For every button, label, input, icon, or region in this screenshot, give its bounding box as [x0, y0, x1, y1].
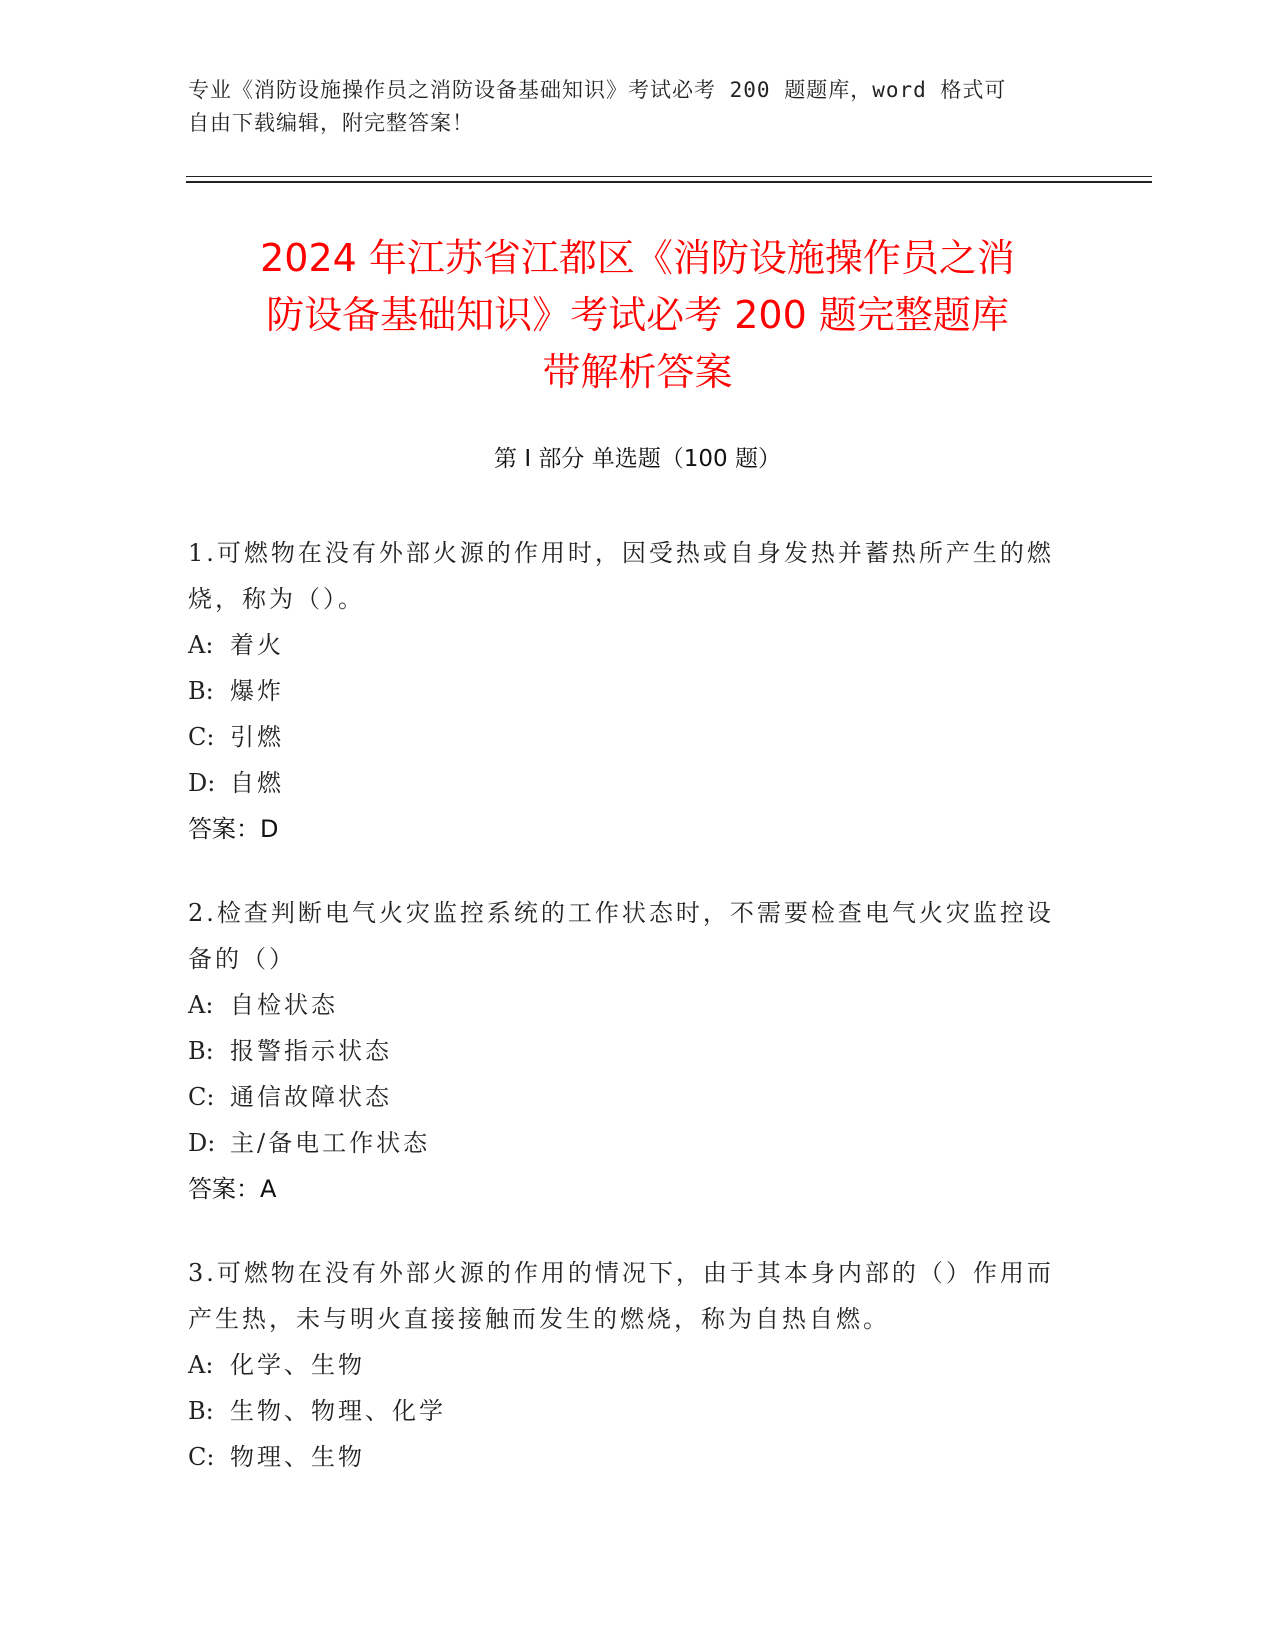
option-c [188, 1434, 1068, 1480]
option-text: 引燃 [230, 723, 284, 751]
document-title [180, 230, 1095, 401]
question-1 [188, 530, 1068, 852]
option-letter: A: [188, 1351, 214, 1379]
option-b [188, 668, 1068, 714]
header-divider-thin [186, 176, 1152, 177]
option-letter: C: [188, 1083, 215, 1111]
question-text: 2.检查判断电气火灾监控系统的工作状态时，不需要检查电气火灾监控设备的（） [188, 899, 1054, 973]
option-text: 自检状态 [230, 991, 338, 1019]
question-text: 3.可燃物在没有外部火源的作用的情况下，由于其本身内部的（）作用而产生热，未与明火直接接触而发生的燃烧，称为自热自燃。 [188, 1259, 1054, 1333]
question-list [188, 530, 1068, 1518]
section-title: 第 I 部分 单选题（100 题） [494, 446, 781, 472]
answer-label: 答案：A [188, 1175, 277, 1203]
question-text: 1.可燃物在没有外部火源的作用时，因受热或自身发热并蓄热所产生的燃烧，称为（）。 [188, 539, 1054, 613]
option-letter: C: [188, 1443, 215, 1471]
option-text: 爆炸 [230, 677, 284, 705]
option-letter: C: [188, 723, 215, 751]
option-letter: D: [188, 1129, 216, 1157]
option-d [188, 760, 1068, 806]
title-line-2: 防设备基础知识》考试必考 200 题完整题库 [266, 293, 1009, 337]
option-b [188, 1388, 1068, 1434]
header-line-1: 专业《消防设施操作员之消防设备基础知识》考试必考 200 题题库，word 格式可 [188, 78, 1007, 102]
option-text: 通信故障状态 [230, 1083, 392, 1111]
title-line-1: 2024 年江苏省江都区《消防设施操作员之消 [260, 236, 1015, 280]
option-a [188, 622, 1068, 668]
option-text: 自燃 [230, 769, 284, 797]
option-letter: B: [188, 677, 214, 705]
option-c [188, 1074, 1068, 1120]
option-text: 报警指示状态 [230, 1037, 392, 1065]
option-text: 着火 [230, 631, 284, 659]
option-letter: D: [188, 769, 216, 797]
option-text: 物理、生物 [230, 1443, 365, 1471]
option-text: 生物、物理、化学 [230, 1397, 446, 1425]
option-text: 化学、生物 [230, 1351, 365, 1379]
option-letter: B: [188, 1397, 214, 1425]
option-letter: A: [188, 991, 214, 1019]
answer-label: 答案：D [188, 815, 279, 843]
option-d [188, 1120, 1068, 1166]
option-text: 主/备电工作状态 [230, 1129, 431, 1157]
option-c [188, 714, 1068, 760]
option-letter: B: [188, 1037, 214, 1065]
option-letter: A: [188, 631, 214, 659]
question-2 [188, 890, 1068, 1212]
document-header-note [188, 74, 1068, 140]
option-b [188, 1028, 1068, 1074]
header-divider-thick [186, 181, 1152, 183]
title-line-3: 带解析答案 [542, 350, 733, 394]
option-a [188, 982, 1068, 1028]
header-line-2: 自由下载编辑，附完整答案！ [188, 111, 474, 135]
option-a [188, 1342, 1068, 1388]
question-3 [188, 1250, 1068, 1480]
